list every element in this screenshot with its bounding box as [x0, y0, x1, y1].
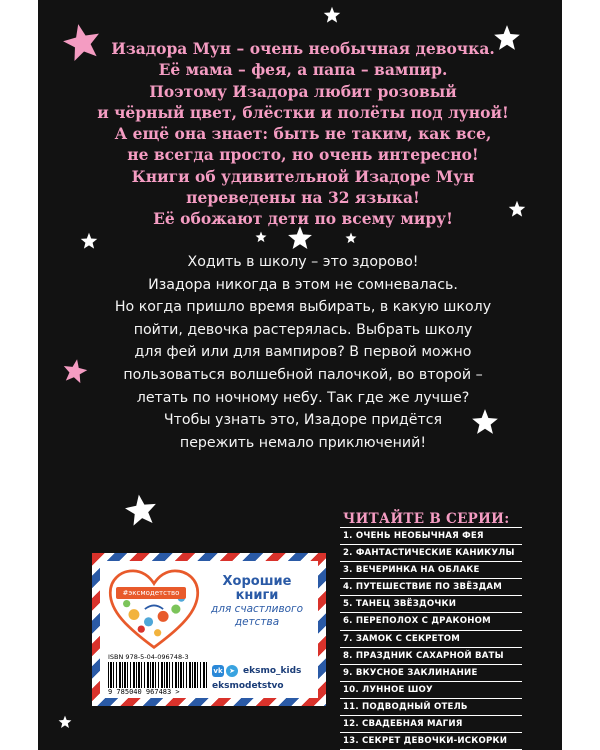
- description-line: Чтобы узнать это, Изадоре придётся: [163, 412, 443, 429]
- telegram-icon: ➤: [226, 665, 238, 677]
- barcode-number: 9 785040 967483 >: [108, 688, 218, 696]
- description-line: Её мама – фея, а папа – вампир.: [158, 60, 448, 80]
- series-item: 11. ПОДВОДНЫЙ ОТЕЛЬ: [340, 699, 522, 716]
- description-line: не всегда просто, но очень интересно!: [127, 145, 479, 165]
- slogan-line: детства: [234, 616, 280, 628]
- website-label: eksmodetstvo: [212, 681, 284, 691]
- description-line: летать по ночному небу. Так где же лучше?: [136, 389, 470, 406]
- barcode-icon: [108, 662, 208, 688]
- star-icon: [80, 232, 98, 250]
- description-line: пойти, девочка растерялась. Выбрать школу: [133, 321, 473, 338]
- series-item: 8. ПРАЗДНИК САХАРНОЙ ВАТЫ: [340, 648, 522, 665]
- series-item: 1. ОЧЕНЬ НЕОБЫЧНАЯ ФЕЯ: [340, 528, 522, 545]
- star-icon: [323, 6, 341, 24]
- series-item: 7. ЗАМОК С СЕКРЕТОМ: [340, 631, 522, 648]
- envelope-inner: [100, 561, 318, 698]
- logo-hashtag: #эксмодетство: [116, 587, 186, 599]
- social-handle: eksmo_kids: [243, 666, 302, 676]
- publisher-envelope: [92, 553, 326, 706]
- series-item: 3. ВЕЧЕРИНКА НА ОБЛАКЕ: [340, 562, 522, 579]
- star-icon: [345, 232, 357, 244]
- slogan-line: Хорошие: [222, 574, 292, 589]
- description-line: Книги об удивительной Изадоре Мун: [131, 166, 475, 186]
- description-line: для фей или для вампиров? В первой можно: [134, 344, 472, 361]
- social-row: [212, 664, 301, 678]
- isbn-label: ISBN 978-5-04-096748-3: [108, 653, 189, 661]
- description-line: переведены на 32 языка!: [186, 188, 420, 208]
- description-line: Её обожают дети по всему миру!: [153, 209, 453, 229]
- plot-description: [78, 251, 528, 454]
- star-icon: [58, 715, 72, 729]
- star-icon: [255, 231, 267, 243]
- description-line: Но когда пришло время выбирать, в какую школу: [114, 299, 492, 316]
- series-item: 2. ФАНТАСТИЧЕСКИЕ КАНИКУЛЫ: [340, 545, 522, 562]
- series-item: 4. ПУТЕШЕСТВИЕ ПО ЗВЁЗДАМ: [340, 579, 522, 596]
- vk-icon: vk: [213, 667, 223, 675]
- series-item: 9. ВКУСНОЕ ЗАКЛИНАНИЕ: [340, 665, 522, 682]
- series-item: 13. СЕКРЕТ ДЕВОЧКИ-ИСКОРКИ: [340, 733, 522, 750]
- description-line: Изадора никогда в этом не сомневалась.: [148, 276, 458, 293]
- series-item: 5. ТАНЕЦ ЗВЁЗДОЧКИ: [340, 596, 522, 613]
- book-back-cover: [38, 0, 562, 750]
- pink-description: [72, 38, 534, 230]
- description-line: Ходить в школу – это здорово!: [187, 254, 419, 270]
- description-line: пользоваться волшебной палочкой, во второй –: [123, 366, 483, 383]
- description-line: и чёрный цвет, блёстки и полёты под луной!: [97, 102, 509, 122]
- description-line: Изадора Мун – очень необычная девочка.: [111, 39, 495, 58]
- heart-logo-icon: [108, 569, 200, 651]
- series-item: 12. СВАДЕБНАЯ МАГИЯ: [340, 716, 522, 733]
- slogan-line: книги: [235, 588, 279, 603]
- series-item: 10. ЛУННОЕ ШОУ: [340, 682, 522, 699]
- description-line: пережить немало приключений!: [179, 434, 427, 451]
- publisher-slogan: [198, 575, 316, 629]
- description-line: Поэтому Изадора любит розовый: [149, 81, 457, 101]
- series-title: ЧИТАЙТЕ В СЕРИИ:: [343, 511, 510, 527]
- series-list: [340, 527, 522, 750]
- description-line: А ещё она знает: быть не таким, как все,: [114, 124, 492, 144]
- slogan-line: для счастливого: [210, 603, 303, 615]
- star-icon: [122, 491, 160, 529]
- series-item: 6. ПЕРЕПОЛОХ С ДРАКОНОМ: [340, 613, 522, 630]
